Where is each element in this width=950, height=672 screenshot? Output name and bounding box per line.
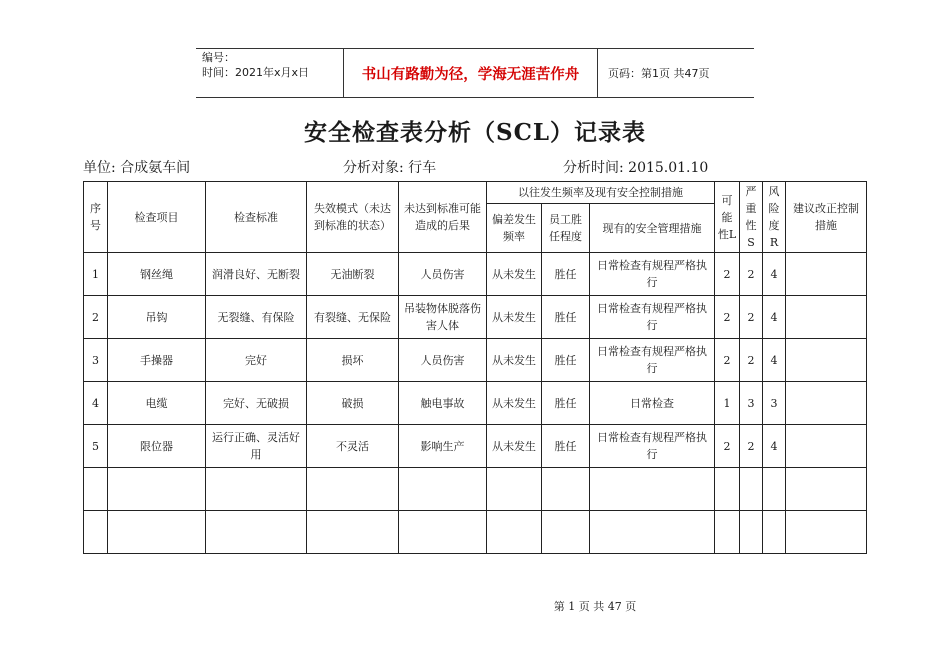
page-code: 页码：第1页 共47页 [608, 67, 710, 80]
cell-competence: 胜任 [542, 253, 590, 296]
cell-seq: 2 [84, 296, 108, 339]
footer-page-number: 第 1 页 共 47 页 [553, 600, 637, 613]
empty-cell [206, 511, 307, 554]
empty-cell [487, 511, 542, 554]
cell-measures: 日常检查有规程严格执行 [590, 296, 715, 339]
cell-S: 2 [740, 253, 763, 296]
cell-freq: 从未发生 [487, 382, 542, 425]
empty-cell [715, 468, 740, 511]
cell-recommendation [786, 296, 867, 339]
cell-R: 4 [763, 296, 786, 339]
cell-recommendation [786, 253, 867, 296]
page-footer [0, 598, 950, 614]
header-seq: 序号 [84, 182, 108, 253]
empty-cell [487, 468, 542, 511]
cell-failure: 无油断裂 [307, 253, 399, 296]
cell-item: 钢丝绳 [108, 253, 206, 296]
cell-item: 手操器 [108, 339, 206, 382]
cell-consequence: 人员伤害 [399, 253, 487, 296]
meta-time: 分析时间: 2015.01.10 [563, 160, 709, 176]
empty-cell [542, 511, 590, 554]
cell-L: 2 [715, 425, 740, 468]
empty-cell [542, 468, 590, 511]
table-row [84, 382, 867, 425]
cell-measures: 日常检查有规程严格执行 [590, 339, 715, 382]
cell-S: 2 [740, 339, 763, 382]
empty-cell [715, 511, 740, 554]
header-existing-measures: 现有的安全管理措施 [590, 204, 715, 253]
header-recommendation: 建议改正控制措施 [786, 182, 867, 253]
cell-L: 2 [715, 253, 740, 296]
cell-R: 4 [763, 253, 786, 296]
cell-R: 3 [763, 382, 786, 425]
serial-label: 编号： [202, 51, 235, 64]
cell-failure: 有裂缝、无保险 [307, 296, 399, 339]
cell-measures: 日常检查有规程严格执行 [590, 253, 715, 296]
cell-competence: 胜任 [542, 339, 590, 382]
cell-consequence: 人员伤害 [399, 339, 487, 382]
cell-standard: 运行正确、灵活好用 [206, 425, 307, 468]
meta-object: 分析对象: 行车 [343, 160, 437, 176]
empty-cell [399, 511, 487, 554]
cell-item: 电缆 [108, 382, 206, 425]
cell-failure: 破损 [307, 382, 399, 425]
cell-S: 3 [740, 382, 763, 425]
cell-standard: 润滑良好、无断裂 [206, 253, 307, 296]
table-row [84, 296, 867, 339]
cell-seq: 4 [84, 382, 108, 425]
cell-freq: 从未发生 [487, 253, 542, 296]
empty-row [84, 468, 867, 511]
cell-R: 4 [763, 339, 786, 382]
document-header [196, 48, 754, 98]
cell-R: 4 [763, 425, 786, 468]
cell-S: 2 [740, 296, 763, 339]
empty-cell [763, 468, 786, 511]
cell-standard: 完好 [206, 339, 307, 382]
empty-cell [399, 468, 487, 511]
empty-cell [84, 511, 108, 554]
empty-cell [590, 468, 715, 511]
cell-seq: 5 [84, 425, 108, 468]
header-row-1 [84, 182, 867, 204]
scl-table [83, 181, 867, 554]
cell-recommendation [786, 382, 867, 425]
motto: 书山有路勤为径，学海无涯苦作舟 [343, 49, 598, 97]
header-S: 严重性S [740, 182, 763, 253]
cell-L: 2 [715, 339, 740, 382]
empty-cell [108, 511, 206, 554]
cell-freq: 从未发生 [487, 339, 542, 382]
header-left [202, 50, 342, 80]
empty-cell [206, 468, 307, 511]
empty-cell [786, 468, 867, 511]
empty-cell [740, 468, 763, 511]
cell-L: 1 [715, 382, 740, 425]
cell-L: 2 [715, 296, 740, 339]
empty-cell [786, 511, 867, 554]
header-failure-mode: 失效模式（未达到标准的状态） [307, 182, 399, 253]
cell-consequence: 吊装物体脱落伤害人体 [399, 296, 487, 339]
empty-cell [740, 511, 763, 554]
cell-consequence: 触电事故 [399, 382, 487, 425]
cell-failure: 不灵活 [307, 425, 399, 468]
table-row [84, 339, 867, 382]
empty-cell [763, 511, 786, 554]
table-row [84, 253, 867, 296]
cell-item: 吊钩 [108, 296, 206, 339]
cell-measures: 日常检查 [590, 382, 715, 425]
header-consequence: 未达到标准可能造成的后果 [399, 182, 487, 253]
cell-competence: 胜任 [542, 382, 590, 425]
cell-consequence: 影响生产 [399, 425, 487, 468]
cell-seq: 1 [84, 253, 108, 296]
cell-freq: 从未发生 [487, 296, 542, 339]
document-title: 安全检查表分析（SCL）记录表 [303, 119, 647, 146]
header-L: 可能性L [715, 182, 740, 253]
table-row [84, 425, 867, 468]
header-item: 检查项目 [108, 182, 206, 253]
empty-cell [84, 468, 108, 511]
header-competence: 员工胜任程度 [542, 204, 590, 253]
cell-item: 限位器 [108, 425, 206, 468]
cell-competence: 胜任 [542, 296, 590, 339]
date-line: 时间：2021年x月x日 [202, 66, 310, 79]
cell-seq: 3 [84, 339, 108, 382]
header-deviation-freq: 偏差发生频率 [487, 204, 542, 253]
cell-standard: 完好、无破损 [206, 382, 307, 425]
empty-cell [307, 511, 399, 554]
cell-competence: 胜任 [542, 425, 590, 468]
meta-unit: 单位: 合成氨车间 [83, 160, 191, 176]
empty-cell [590, 511, 715, 554]
header-group: 以往发生频率及现有安全控制措施 [487, 182, 715, 204]
cell-recommendation [786, 425, 867, 468]
empty-cell [307, 468, 399, 511]
cell-measures: 日常检查有规程严格执行 [590, 425, 715, 468]
cell-S: 2 [740, 425, 763, 468]
cell-freq: 从未发生 [487, 425, 542, 468]
cell-failure: 损坏 [307, 339, 399, 382]
cell-standard: 无裂缝、有保险 [206, 296, 307, 339]
header-R: 风险度R [763, 182, 786, 253]
header-standard: 检查标准 [206, 182, 307, 253]
empty-cell [108, 468, 206, 511]
cell-recommendation [786, 339, 867, 382]
empty-row [84, 511, 867, 554]
